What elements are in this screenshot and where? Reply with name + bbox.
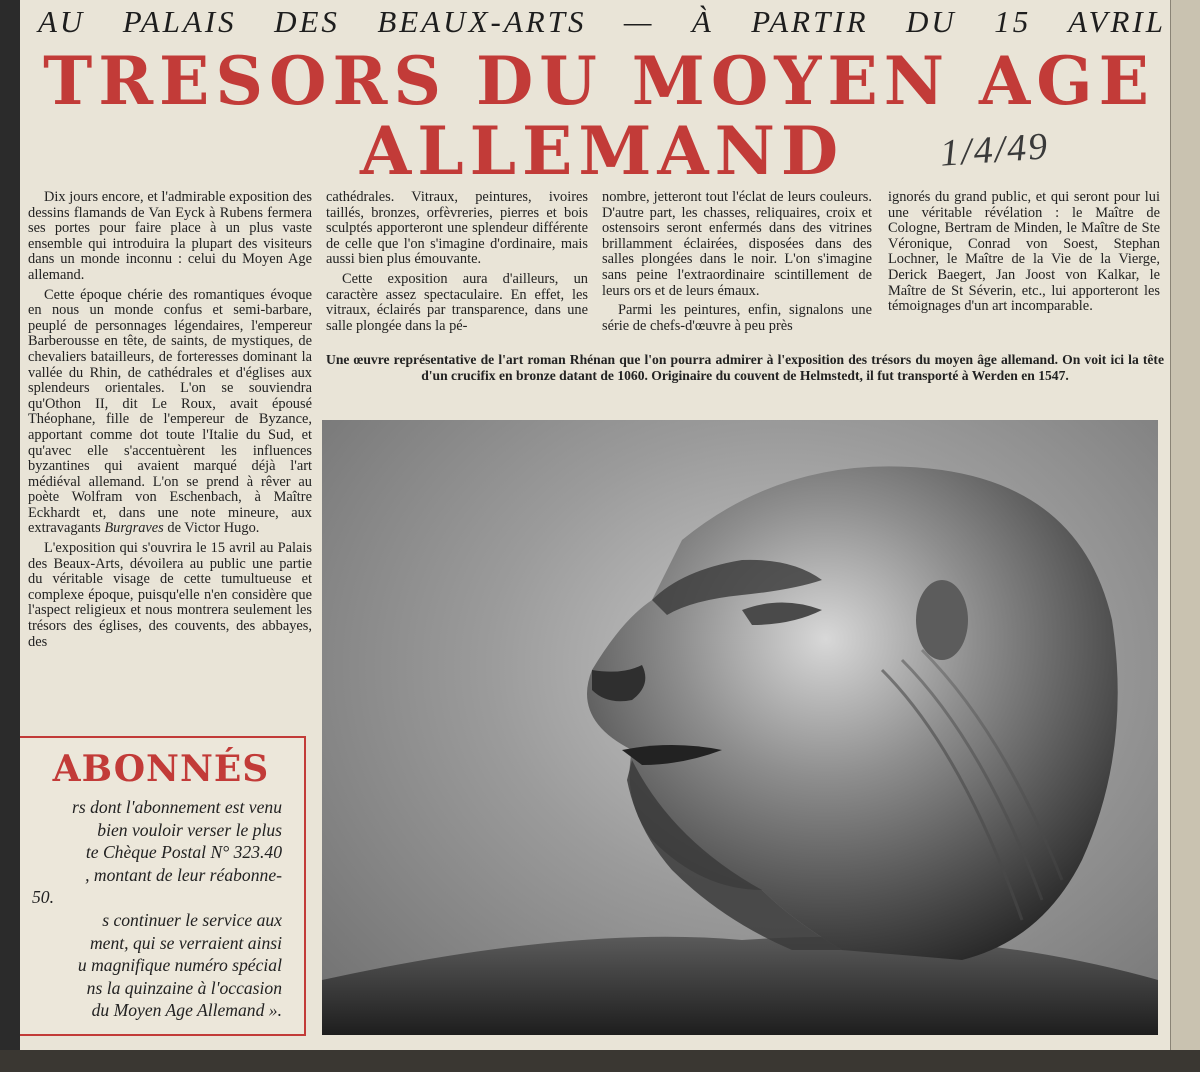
box-line: te Chèque Postal N° 323.40	[85, 842, 282, 863]
scan-edge-right	[1170, 0, 1200, 1072]
article-column-2	[326, 190, 588, 334]
box-line: s continuer le service aux	[102, 909, 282, 930]
article-column-4	[888, 190, 1160, 315]
box-line: 50.	[32, 887, 54, 908]
article-column-1	[28, 190, 312, 650]
italic-title: Burgraves	[104, 520, 164, 537]
headline-line-1: TRESORS DU MOYEN AGE	[43, 42, 1155, 120]
paragraph: cathédrales. Vitraux, peintures, ivoires taillés, bronzes, orfèvreries, pierres et bois sculptés apporteront une splendeur différente de celle que l'on s'imagine d'ordinaire, mais aussi bien plus émouvante.	[326, 189, 588, 268]
box-line: rs dont l'abonnement est venu	[72, 797, 282, 817]
newspaper-clipping	[20, 0, 1170, 1050]
article-column-3	[602, 190, 872, 334]
bronze-head-illustration	[322, 420, 1158, 1035]
crucifix-head-photo	[322, 420, 1158, 1035]
headline-line-2: ALLEMAND	[360, 112, 845, 190]
box-line: , montant de leur réabonne-	[85, 864, 282, 885]
paragraph: Dix jours encore, et l'admirable exposition des dessins flamands de Van Eyck à Rubens fermera ses portes pour faire place à un plus vaste ensemble qui introduira la plupart des visiteurs dans un monde inconnu : celui du Moyen Age allemand.	[28, 189, 312, 283]
box-line: ment, qui se verraient ainsi	[89, 932, 282, 953]
paragraph: Parmi les peintures, enfin, signalons une série de chefs-d'œuvre à peu près	[602, 302, 872, 334]
box-line: u magnifique numéro spécial	[77, 955, 282, 976]
scan-edge-bottom	[0, 1050, 1200, 1072]
kicker-line: AU PALAIS DES BEAUX-ARTS — À PARTIR DU 15 AVRIL	[38, 4, 1166, 39]
handwritten-date: 1/4/49	[938, 125, 1051, 175]
subscribers-notice-box	[20, 736, 306, 1036]
photo-caption: Une œuvre représentative de l'art roman Rhénan que l'on pourra admirer à l'exposition des trésors du moyen âge allemand. On voit ici la tête d'un crucifix en bronze datant de 1060. Originaire du couvent de Helmstedt, il fut transporté à Werden en 1547.	[326, 352, 1164, 383]
box-body	[20, 796, 282, 1022]
paragraph: ignorés du grand public, et qui seront pour lui une véritable révélation : le Maître de Cologne, Bertram de Minden, le Maître de Ste Véronique, Conrad von Soest, Stephan Lochner, le Maître de la Vie de la Vierge, Derick Baegert, Jan Joost von Kalkar, le Maître de St Séverin, etc., lui apporteront les témoignages d'un art incomparable.	[888, 189, 1160, 315]
paragraph: L'exposition qui s'ouvrira le 15 avril au Palais des Beaux-Arts, dévoilera au public une partie du véritable visage de cette tumultueuse et complexe époque, puisqu'elle n'en considère que l'aspect religieux et nous montrera seulement les trésors des églises, des couvents, des abbayes, des	[28, 540, 312, 650]
paragraph: nombre, jetteront tout l'éclat de leurs couleurs. D'autre part, les chasses, reliquaires, croix et ostensoirs seront enfermés dans des vitrines brillamment éclairées, disposées dans des salles plongées dans le noir. L'on s'imagine sans peine l'extraordinaire scintillement de leurs ors et de leurs émaux.	[602, 189, 872, 299]
box-title: ABONNÉS	[52, 748, 270, 790]
box-line: ns la quinzaine à l'occasion	[86, 977, 282, 998]
paragraph: Cette époque chérie des romantiques évoque en nous un monde confus et semi-barbare, peuplé de personnages légendaires, l'empereur Barberousse en tête, de saints, de mystiques, de chevaliers batailleurs, de forteresses dominant la vallée du Rhin, de cathédrales et d'églises aux splendeurs orientales. L'on se souviendra qu'Othon II, dit Le Roux, avait épousé Théophane, fille de l'empereur de Byzance, apportant comme dot toute l'Italie du Sud, et qu'avec elle s'accentuèrent les influences byzantines qui avaient marqué déjà l'art médiéval allemand. L'on se prend à rêver au poète Wolfram von Eschenbach, à Maître Eckhardt et, dans une note mineure, aux extravagants Burgraves de Victor Hugo.	[28, 286, 312, 537]
box-line: bien vouloir verser le plus	[97, 819, 282, 840]
paragraph: Cette exposition aura d'ailleurs, un caractère assez spectaculaire. En effet, les vitraux, éclairés par transparence, dans une salle plongée dans la pé-	[326, 270, 588, 334]
box-line: du Moyen Age Allemand ».	[91, 1000, 282, 1021]
